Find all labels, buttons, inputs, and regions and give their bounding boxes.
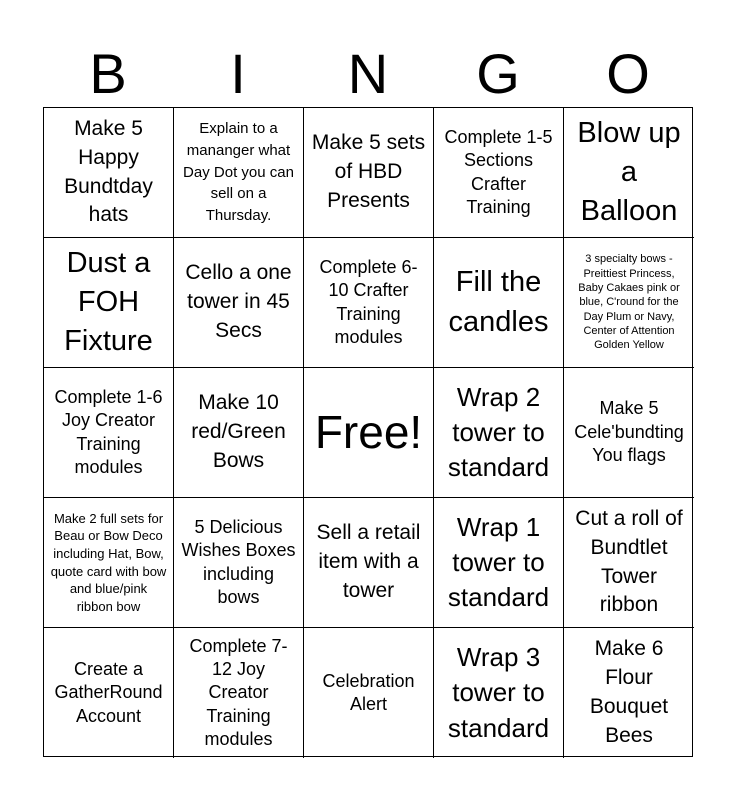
bingo-cell[interactable]: Complete 7-12 Joy Creator Training modules [174,628,304,758]
bingo-header [43,42,693,106]
bingo-cell[interactable]: Cut a roll of Bundtlet Tower ribbon [564,498,694,628]
bingo-cell[interactable]: Make 6 Flour Bouquet Bees [589,637,669,747]
bingo-board [43,107,693,757]
bingo-cell[interactable]: Wrap 1 tower to standard [434,498,564,628]
bingo-cell[interactable]: Complete 1-6 Joy Creator Training modules [44,368,174,498]
bingo-cell[interactable]: Wrap 2 tower to standard [434,368,564,498]
header-letter-b: B [89,42,127,105]
bingo-cell[interactable]: Complete 6-10 Crafter Training modules [304,238,434,368]
bingo-cell[interactable]: Fill the candles [434,238,564,368]
bingo-cell[interactable]: Cello a one tower in 45 Secs [174,238,304,368]
header-letter-i: I [230,42,246,105]
bingo-cell[interactable]: Make 10 red/Green Bows [174,368,304,498]
free-space[interactable]: Free! [304,368,434,498]
bingo-cell[interactable]: 3 specialty bows - Preittiest Princess, Baby Cakaes pink or blue, C'round for the Day Plum or Navy, Center of Attention Golden Yellow [564,238,694,368]
bingo-cell[interactable]: Celebration Alert [304,628,434,758]
bingo-cell[interactable]: Sell a retail item with a tower [304,498,434,628]
bingo-cell[interactable]: Make 5 sets of HBD Presents [304,108,434,238]
bingo-cell[interactable]: Complete 1-5 Sections Crafter Training [434,108,564,238]
bingo-cell[interactable]: Explain to a mananger what Day Dot you can sell on a Thursday. [174,108,304,238]
bingo-cell[interactable]: Make 5 Happy Bundtday hats [44,108,174,238]
bingo-cell[interactable]: Blow up a Balloon [564,108,694,238]
bingo-cell[interactable]: Make 5 Cele'bundting You flags [564,368,694,498]
header-letter-g: G [476,42,520,105]
header-letter-n: N [347,42,389,105]
bingo-cell[interactable]: Create a GatherRound Account [44,628,174,758]
header-letter-o: O [606,42,650,105]
bingo-cell[interactable]: Make 2 full sets for Beau or Bow Deco including Hat, Bow, quote card with bow and blue/pink ribbon bow [44,498,174,628]
bingo-cell[interactable]: Dust a FOH Fixture [44,238,174,368]
bingo-cell[interactable]: Wrap 3 tower to standard [434,628,564,758]
bingo-cell[interactable]: 5 Delicious Wishes Boxes including bows [174,498,304,628]
